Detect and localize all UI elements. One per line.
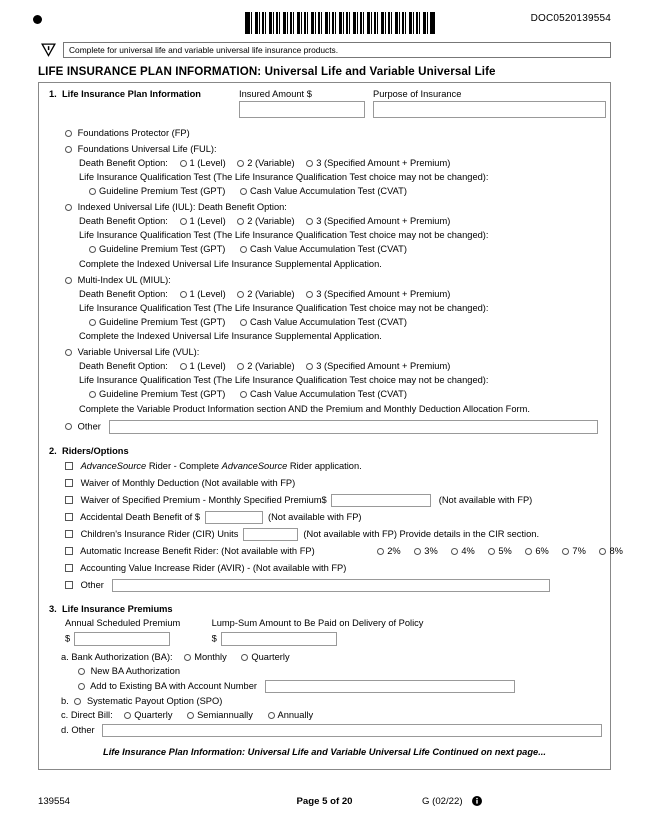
vul-dbo-row [49,361,600,372]
dollar-sign: $ [194,512,200,523]
section2-number: 2. [49,446,57,456]
accidental-row [49,511,600,524]
cir-suffix: (Not available with FP) Provide details in the CIR section. [303,529,540,540]
waiver-monthly-label: Waiver of Monthly Deduction (Not available with FP) [80,478,296,488]
direct-bill-semiannually-label: Semiannually [197,710,253,721]
notice-text: Complete for universal life and variable universal life insurance products. [69,45,339,55]
annual-premium-input[interactable] [74,632,170,646]
new-ba-radio[interactable] [78,668,85,675]
iul-gpt-radio[interactable] [89,246,96,253]
ful-dbo-3-radio[interactable] [306,160,313,167]
waiver-specified-checkbox[interactable] [65,496,73,504]
direct-bill-semiannually-radio[interactable] [187,712,194,719]
direct-bill-label: c. Direct Bill: [61,710,113,721]
dollar-sign: $ [321,495,327,505]
cvat-label: Cash Value Accumulation Test (CVAT) [250,389,407,399]
iul-dbo-row [49,216,600,227]
miul-note: Complete the Indexed Universal Life Insurance Supplemental Application. [79,331,382,341]
ful-gpt-radio[interactable] [89,188,96,195]
iul-radio[interactable] [65,204,72,211]
section1-header [49,89,600,118]
info-circle-icon [472,796,482,806]
insured-amount-field [239,89,365,118]
gpt-label: Guideline Premium Test (GPT) [99,244,226,254]
miul-gpt-radio[interactable] [89,319,96,326]
auto-increase-checkbox[interactable] [65,547,73,555]
advancesource-name2: AdvanceSource [221,461,288,471]
direct-bill-row [49,710,600,721]
avir-row [49,562,600,575]
page-footer [38,796,611,810]
pct-8-label: 8% [609,546,623,557]
cir-units-input[interactable] [243,528,298,541]
section1-number: 1. [49,89,57,99]
iul-label: Indexed Universal Life (IUL): Death Benefit Option: [77,202,287,212]
waiver-specified-amount-input[interactable] [331,494,431,507]
dbo-1-label: 1 (Level) [189,158,226,168]
advancesource-mid: Rider - Complete [146,461,222,471]
notice-box [63,42,611,58]
cir-row [49,528,600,541]
auto-increase-4pct-radio[interactable] [451,548,458,555]
bank-authorization-label: a. Bank Authorization (BA): [61,652,173,663]
premium-labels-row [49,618,600,629]
dbo-2-label: 2 (Variable) [247,216,295,226]
iul-qual-label: Life Insurance Qualification Test (The Life Insurance Qualification Test choice may not be changed): [79,230,489,240]
iul-note: Complete the Indexed Universal Life Insurance Supplemental Application. [79,259,382,269]
auto-increase-row [49,545,623,558]
premium-other-label: d. Other [61,725,95,736]
section3 [49,604,600,737]
ba-monthly-radio[interactable] [184,654,191,661]
auto-increase-3pct-radio[interactable] [414,548,421,555]
cir-label: Children's Insurance Rider (CIR) Units [80,529,239,540]
miul-dbo-3-radio[interactable] [306,291,313,298]
ba-quarterly-radio[interactable] [241,654,248,661]
miul-label: Multi-Index UL (MIUL): [77,275,171,285]
waiver-monthly-checkbox[interactable] [65,479,73,487]
vul-gpt-radio[interactable] [89,391,96,398]
direct-bill-quarterly-radio[interactable] [124,712,131,719]
iul-block [49,202,600,270]
direct-bill-annually-radio[interactable] [268,712,275,719]
dbo-2-label: 2 (Variable) [247,158,295,168]
registration-dot-icon [33,15,42,24]
vul-cvat-radio[interactable] [240,391,247,398]
advancesource-checkbox[interactable] [65,462,73,470]
cvat-label: Cash Value Accumulation Test (CVAT) [250,244,407,254]
dollar-sign: $ [211,633,217,644]
miul-dbo-row [49,289,600,300]
dbo-2-label: 2 (Variable) [247,361,295,371]
cvat-label: Cash Value Accumulation Test (CVAT) [250,317,407,327]
ful-cvat-radio[interactable] [240,188,247,195]
iul-dbo-1-radio[interactable] [180,218,187,225]
rider-other-checkbox[interactable] [65,581,73,589]
form-number: 139554 [38,796,71,807]
auto-increase-8pct-radio[interactable] [599,548,606,555]
section3-title [49,604,600,615]
lump-sum-label: Lump-Sum Amount to Be Paid on Delivery of Policy [211,618,424,629]
premium-other-row [49,724,600,737]
auto-increase-label: Automatic Increase Benefit Rider: (Not available with FP) [80,546,315,557]
pct-4-label: 4% [461,546,475,557]
fp-radio[interactable] [65,130,72,137]
miul-qual-label: Life Insurance Qualification Test (The Life Insurance Qualification Test choice may not be changed): [79,303,489,313]
avir-checkbox[interactable] [65,564,73,572]
auto-increase-6pct-radio[interactable] [525,548,532,555]
new-ba-row [49,666,600,677]
pct-5-label: 5% [498,546,512,557]
iul-test-row [49,244,600,255]
bank-authorization-row [49,652,600,663]
vul-note: Complete the Variable Product Information section AND the Premium and Monthly Deduction Allocation Form. [79,404,530,414]
advancesource-end: Rider application. [287,461,362,471]
doc-number: DOC0520139554 [530,13,611,24]
section1-title [49,89,239,118]
dbo-label: Death Benefit Option: [79,158,168,168]
gpt-label: Guideline Premium Test (GPT) [99,186,226,196]
section2-title [49,446,600,457]
dollar-sign: $ [65,633,71,644]
existing-ba-row [49,680,600,693]
spo-radio[interactable] [74,698,81,705]
waiver-specified-label: Waiver of Specified Premium - Monthly Specified Premium [80,495,322,505]
vul-qual-label: Life Insurance Qualification Test (The Life Insurance Qualification Test choice may not be changed): [79,375,489,385]
waiver-specified-suffix: (Not available with FP) [438,495,533,505]
ful-dbo-1-radio[interactable] [180,160,187,167]
ful-dbo-2-radio[interactable] [237,160,244,167]
dbo-3-label: 3 (Specified Amount + Premium) [316,158,451,168]
gpt-label: Guideline Premium Test (GPT) [99,389,226,399]
advancesource-name: AdvanceSource [80,461,147,471]
fp-label: Foundations Protector (FP) [77,128,190,138]
premium-other-input[interactable] [102,724,602,737]
barcode [245,12,435,34]
lump-sum-input[interactable] [221,632,337,646]
dbo-3-label: 3 (Specified Amount + Premium) [316,216,451,226]
iul-dbo-2-radio[interactable] [237,218,244,225]
plan-other-input[interactable] [109,420,598,434]
vul-label: Variable Universal Life (VUL): [77,347,200,357]
ful-radio[interactable] [65,146,72,153]
ful-test-row [49,186,600,197]
vul-block [49,347,600,415]
dbo-1-label: 1 (Level) [189,216,226,226]
spo-letter: b. [61,696,69,707]
section2-name: Riders/Options [62,446,129,456]
rider-other-row [49,579,600,592]
section3-number: 3. [49,604,57,615]
auto-increase-2pct-radio[interactable] [377,548,384,555]
top-row [38,10,611,38]
ful-block [49,144,600,197]
pct-3-label: 3% [424,546,438,557]
auto-increase-5pct-radio[interactable] [488,548,495,555]
iul-cvat-radio[interactable] [240,246,247,253]
accidental-checkbox[interactable] [65,513,73,521]
dbo-1-label: 1 (Level) [189,289,226,299]
page-title: LIFE INSURANCE PLAN INFORMATION: Universal Life and Variable Universal Life [38,65,496,78]
dbo-2-label: 2 (Variable) [247,289,295,299]
rider-other-input[interactable] [112,579,550,592]
continued-note: Life Insurance Plan Information: Universal Life and Variable Universal Life Continued on next page... [103,747,546,758]
fp-option-row [49,128,600,139]
section1-name: Life Insurance Plan Information [62,89,201,99]
gpt-label: Guideline Premium Test (GPT) [99,317,226,327]
new-ba-label: New BA Authorization [90,666,180,677]
dbo-label: Death Benefit Option: [79,216,168,226]
accidental-label: Accidental Death Benefit of [80,512,193,523]
ful-dbo-row [49,158,600,169]
accidental-amount-input[interactable] [205,511,263,524]
vul-dbo-2-radio[interactable] [237,363,244,370]
plan-other-row [49,420,600,434]
pct-6-label: 6% [535,546,549,557]
attention-flag-icon [41,43,56,57]
account-number-input[interactable] [265,680,515,693]
purpose-field [373,89,606,118]
miul-test-row [49,317,600,328]
purpose-of-insurance-input[interactable] [373,101,606,118]
existing-ba-label: Add to Existing BA with Account Number [90,681,257,692]
direct-bill-quarterly-label: Quarterly [134,710,173,721]
vul-test-row [49,389,600,400]
ba-quarterly-label: Quarterly [251,652,290,663]
page-number: Page 5 of 20 [296,796,353,807]
miul-dbo-2-radio[interactable] [237,291,244,298]
avir-label: Accounting Value Increase Rider (AVIR) - (Not available with FP) [80,563,347,574]
edition-code: G (02/22) [422,796,463,807]
miul-cvat-radio[interactable] [240,319,247,326]
ba-monthly-label: Monthly [194,652,227,663]
existing-ba-radio[interactable] [78,683,85,690]
cvat-label: Cash Value Accumulation Test (CVAT) [250,186,407,196]
accidental-suffix: (Not available with FP) [268,512,362,523]
spo-row [49,696,600,707]
ful-qual-label: Life Insurance Qualification Test (The Life Insurance Qualification Test choice may not be changed): [79,172,489,182]
vul-dbo-1-radio[interactable] [180,363,187,370]
pct-7-label: 7% [572,546,586,557]
ful-label: Foundations Universal Life (FUL): [77,144,217,154]
miul-dbo-1-radio[interactable] [180,291,187,298]
advancesource-row [49,460,600,473]
rider-other-label: Other [80,580,104,591]
direct-bill-annually-label: Annually [277,710,314,721]
auto-increase-7pct-radio[interactable] [562,548,569,555]
plan-other-radio[interactable] [65,423,72,430]
waiver-specified-row [49,494,600,507]
waiver-monthly-row [49,477,600,490]
vul-dbo-3-radio[interactable] [306,363,313,370]
insured-amount-input[interactable] [239,101,365,118]
section3-name: Life Insurance Premiums [62,604,173,615]
dbo-3-label: 3 (Specified Amount + Premium) [316,289,451,299]
section2 [49,446,623,592]
premium-inputs-row [49,632,600,646]
miul-radio[interactable] [65,277,72,284]
purpose-label: Purpose of Insurance [373,89,462,99]
annual-premium-label: Annual Scheduled Premium [65,618,181,629]
dbo-1-label: 1 (Level) [189,361,226,371]
form-body [38,82,623,770]
insured-amount-label: Insured Amount $ [239,89,312,99]
iul-dbo-3-radio[interactable] [306,218,313,225]
miul-block [49,275,600,342]
dbo-label: Death Benefit Option: [79,289,168,299]
dbo-3-label: 3 (Specified Amount + Premium) [316,361,451,371]
vul-radio[interactable] [65,349,72,356]
plan-other-label: Other [77,421,101,432]
pct-2-label: 2% [387,546,401,557]
cir-checkbox[interactable] [65,530,73,538]
dbo-label: Death Benefit Option: [79,361,168,371]
notice-row [38,42,611,58]
spo-label: Systematic Payout Option (SPO) [86,696,223,707]
